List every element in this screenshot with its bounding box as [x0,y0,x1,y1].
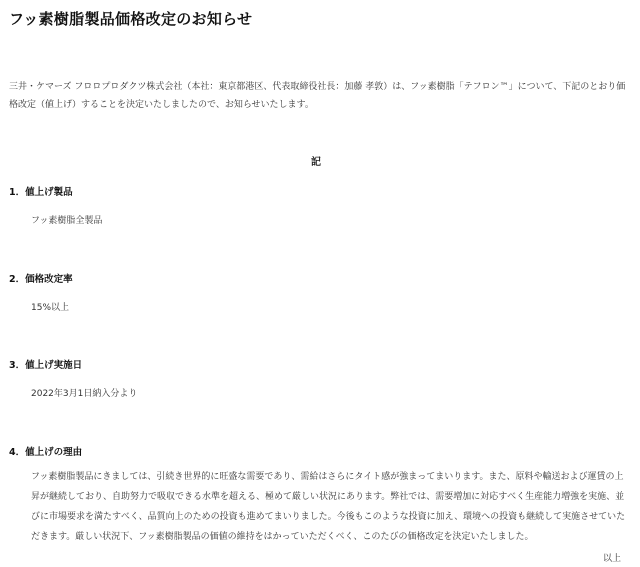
section-1-content: フッ素樹脂全製品 [31,216,103,226]
ki-label: 記 [311,157,321,168]
closing-mark: 以上 [603,554,622,564]
notice-title: フッ素樹脂製品価格改定のお知らせ [9,10,253,28]
section-3-heading: 3．値上げ実施日 [9,360,83,371]
section-2-content: 15%以上 [31,303,70,313]
section-4-heading: 4．値上げの理由 [9,447,83,458]
section-3-content: 2022年3月1日納入分より [31,389,138,399]
section-2-heading: 2．価格改定率 [9,274,73,285]
intro-paragraph: 三井・ケマーズ フロロプロダクツ株式会社（本社：東京都港区、代表取締役社長：加藤 孝敦）は、フッ素樹脂「テフロン™」について、下記のとおり価格改定（値上げ）することを決定いたしましたので、お知らせいたします。 [9,82,626,110]
section-4-content: フッ素樹脂製品にきましては、引続き世界的に旺盛な需要であり、需給はさらにタイト感が強まってまいります。また、原料や輸送および運賃の上昇が継続しており、自助努力で吸収できる水準を超える、極めて厳しい状況にあります。弊社では、需要増加に対応すべく生産能力増強を実施、並びに市場要求を満たすべく、品質向上のための投資も進めてまいりました。今後もこのような投資に加え、環境への投資も継続して実施させていただきます。厳しい状況下、フッ素樹脂製品の価値の維持をはかっていただくべく、このたびの価格改定を決定いたしました。 [31,472,626,542]
section-1-heading: 1．値上げ製品 [9,187,73,198]
